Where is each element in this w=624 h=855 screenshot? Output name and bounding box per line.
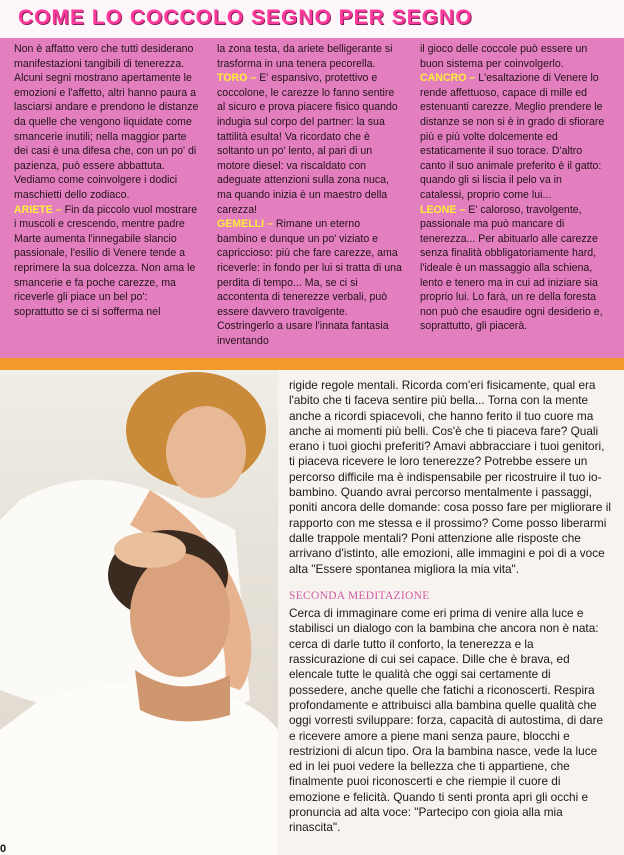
couple-illustration	[0, 370, 278, 855]
horoscope-panel	[0, 0, 624, 358]
meditation-column	[289, 378, 611, 848]
meditation-paragraph-2: Cerca di immaginare come eri prima di venire alla luce e stabilisci un dialogo con la bambina che ancora non è nata: cerca di darle tutto il conforto, la tenerezza e la rassicurazione di cui sei capace. Dille che è brava, ed elencale tutte le qualità che oggi sai certamente di possedere, anche quelle che fatichi a riconoscerti. Respira profondamente e attribuisci alla bambina quelle qualità che oggi vorresti sviluppare: forza, capacità di autostima, di dare e ricevere amore a piene mani senza paure, blocchi e restrizioni di alcun tipo. Ora la bambina nasce, vede la luce ed in lei puoi vedere la bellezza che ti appartiene, che finalmente puoi riconoscerti e che riempie il cuore di emozione e felicità. Quando ti senti pronta apri gli occhi e pronuncia ad alta voce: "Partecipo con gioia alla mia rinascita".	[289, 606, 604, 835]
column-1	[14, 42, 200, 319]
accent-strip	[0, 358, 624, 370]
gemelli-label: GEMELLI –	[217, 218, 276, 231]
title-bar	[0, 0, 624, 38]
cancro-label: CANCRO –	[420, 72, 479, 85]
page-title: COME LO COCCOLO SEGNO PER SEGNO	[18, 6, 473, 29]
toro-text: E' espansivo, protettivo e coccolone, le carezze lo fanno sentire al sicuro e prova piacere fisico quando indugia sul corpo del partner: la sua tattilità esulta! Va ricordato che è soltanto un po' lento, al pari di un motore diesel: va riscaldato con adeguate attenzioni sulla zona nuca, ma quando inizia è un maestro della carezza!	[217, 72, 398, 216]
woman-face	[166, 406, 246, 498]
column-3	[420, 42, 606, 334]
meditation-paragraph-1: rigide regole mentali. Ricorda com'eri fisicamente, qual era l'abito che ti faceva sentire più bella... Torna con la mente anche a ricordi spiacevoli, che hanno ferito il tuo cuore ma anche ai momenti più belli. Cos'è che ti piaceva fare? Quali erano i tuoi giochi preferiti? Amavi abbracciare i tuoi genitori, ti piaceva ricevere le loro tenerezze? Potrebbe essere un percorso difficile ma è indispensabile per ricostruire il tuo io-bambino. Quando avrai percorso mentalmente i passaggi, poniti ancora delle domande: cosa posso fare per migliorare il rapporto con me stessa e il prossimo? Come posso liberarmi dalle trappole mentali? Poni attenzione alle risposte che arrivano d'istinto, alle emozioni, alle immagini e poi di a voce alta "Essere spontanea migliora la mia vita".	[289, 378, 611, 576]
column-2	[217, 42, 403, 348]
leone-label: LEONE –	[420, 203, 469, 216]
man-shirt	[0, 682, 278, 855]
ariete-label: ARIETE –	[14, 203, 65, 216]
leone-text: E' caloroso, travolgente, passionale ma può mancare di tenerezza... Per abituarlo alle carezze senza finalità obbligatoriamente hard, l'ideale è un massaggio alla schiena, lento e tenero ma in cui ad iniziare sia proprio lui. Lo farà, un re della foresta non può che esaudire ogni desiderio e, soprattutto, gli piacerà.	[420, 203, 603, 333]
cancro-paragraph	[420, 71, 606, 202]
ariete-text: Fin da piccolo vuol mostrare i muscoli e crescendo, mentre padre Marte aumenta l'innegabile slancio passionale, l'esilio di Venere tende a reprimere la sua dolcezza. Non ama le smancerie e fa poche carezze, ma riceverle gli piace un bel po': soprattutto se ci si sofferma nel	[14, 203, 198, 318]
gemelli-continued: il gioco delle coccole può essere un buon sistema per coinvolgerlo.	[420, 43, 588, 70]
gemelli-paragraph	[217, 217, 403, 348]
gemelli-text: Rimane un eterno bambino e dunque un po' viziato e capriccioso: più che fare carezze, ama riceverle: in fondo per lui si tratta di una perdita di tempo... Ma, se ci si accontenta di tenerezze verbali, può essere davvero travolgente. Costringerlo a usare l'innata fantasia inventando	[217, 218, 402, 347]
page-number: 0	[0, 843, 7, 855]
ariete-paragraph	[14, 203, 200, 320]
section-subheading: SECONDA MEDITAZIONE	[289, 589, 430, 602]
leone-paragraph	[420, 203, 606, 334]
cancro-text: L'esaltazione di Venere lo rende affettuoso, capace di mille ed estenuanti carezze. Meglio prendere le distanze se non si è in grado di sfiorare più e più volte dolcemente ed estaticamente il suo torace. D'altro canto il suo animale preferito è il gatto: quando gli si liscia il pelo va in catalessi, proprio come lui...	[420, 72, 605, 201]
woman-hand	[114, 532, 186, 568]
intro-text: Non è affatto vero che tutti desiderano manifestazioni tangibili di tenerezza. Alcuni segni mostrano apertamente le emozioni e l'affetto, altri hanno paura a lasciarsi andare e prendono le distanze da quelle che vengono liquidate come smancerie inutili; nella maggior parte dei casi è una difesa che, con un po' di pazienza, può essere abbattuta. Vediamo come coinvolgere i dodici maschietti dello zodiaco.	[14, 43, 199, 201]
ariete-continued: la zona testa, da ariete belligerante si trasforma in una tenera pecorella.	[217, 43, 393, 70]
toro-label: TORO –	[217, 72, 260, 85]
man-face	[130, 553, 230, 677]
couple-photo	[0, 370, 278, 855]
toro-paragraph	[217, 71, 403, 217]
